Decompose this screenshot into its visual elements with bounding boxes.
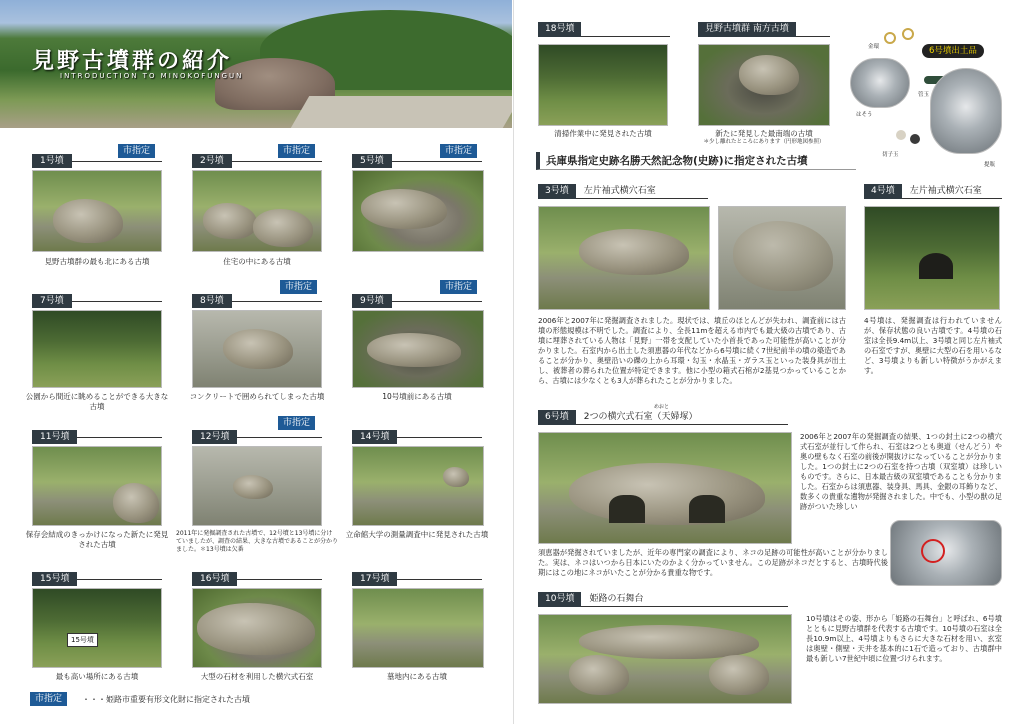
caption-mound-17: 墓地内にある古墳 — [387, 672, 447, 681]
photo-mound-10 — [538, 614, 792, 704]
mound-15-signpost: 15号墳 — [67, 633, 98, 647]
mound-6-chamber-left — [609, 495, 645, 523]
gold-ring-icon — [884, 32, 896, 44]
label-hasou: はそう — [856, 112, 873, 118]
photo-teihei-flask — [930, 68, 1002, 154]
photo-mound-8 — [192, 310, 322, 388]
mound-label-6: 6号墳 2つの横穴式石室（天婦塚） — [538, 410, 788, 425]
gold-ring-icon — [902, 28, 914, 40]
photo-hasou-vessel — [850, 58, 910, 108]
caption-mound-12: 2011年に発掘調査された古墳で、12号墳と13号墳に分けていましたが、調査の結果、大きな古墳であることが分かりました。＊13号墳は欠番 — [176, 530, 339, 553]
artifacts-title: 6号墳出土品 — [922, 44, 984, 58]
photo-mound-2 — [192, 170, 322, 252]
caption-mound-7: 公園から間近に眺めることができる大きな古墳 — [25, 392, 169, 411]
photo-mound-1 — [32, 170, 162, 252]
label-kirikodama: 切子玉 — [882, 152, 899, 158]
photo-mound-4 — [864, 206, 1000, 310]
caption-mound-15: 最も高い場所にある古墳 — [55, 672, 139, 681]
legend-text: ・・・姫路市重要有形文化財に指定された古墳 — [82, 695, 250, 704]
mound-6-chamber-right — [689, 495, 725, 523]
mound-label-11: 11号墳 — [32, 424, 162, 438]
mound-4-chamber-entrance — [919, 253, 953, 279]
designation-badge: 市指定 — [278, 144, 315, 158]
mound-label-17: 17号墳 — [352, 566, 482, 580]
photo-mound-17 — [352, 588, 484, 668]
mound-10-description: 10号墳はその姿、形から「姫路の石舞台」と呼ばれ、6号墳とともに見野古墳群を代表する古墳です。10号墳の石室は全長10.9m以上、4号墳よりもさらに大きな石材を用い、玄室は奥壁・側壁・天井を基本的に1石で造っており、古墳群中最も新しい7世紀中頃に位置づけられます。 — [806, 614, 1002, 663]
photo-mound-7 — [32, 310, 162, 388]
photo-mound-5 — [352, 170, 484, 252]
hero-banner — [0, 0, 512, 128]
photo-mound-16 — [192, 588, 322, 668]
mound-6-description: 2006年と2007年の発掘調査の結果、1つの封土に2つの横穴式石室が並行して作られ、石室は2つとも奥道（せんどう）や奥の壁もなく石室の前後が開抜けになっていることが分かりました。1つの封土に2つの石室を持つ古墳（双室墳）は珍しいものです。さらに、日本最古級の双室墳であることも分かりました。石室からは須恵器、装身具、馬具、金銀の耳飾りなど、数多くの貴重な遺物が発掘されました。中でも、小型の獣の足跡がついた珍しい — [800, 432, 1002, 511]
photo-south-mound — [698, 44, 830, 126]
legend-badge: 市指定 — [30, 692, 67, 706]
photo-mound-3-excavation — [718, 206, 846, 310]
note-south-mound: ＊少し離れたところにあります（円形地図参照） — [703, 139, 825, 145]
designation-badge: 市指定 — [278, 416, 315, 430]
caption-mound-1: 見野古墳群の最も北にある古墳 — [44, 257, 150, 266]
photo-cat-pawprint-pottery — [890, 520, 1002, 586]
designation-badge: 市指定 — [280, 280, 317, 294]
designation-badge: 市指定 — [118, 144, 155, 158]
page-subtitle: INTRODUCTION TO MINOKOFUNGUN — [60, 72, 244, 80]
photo-mound-9 — [352, 310, 484, 388]
mound-3-description: 2006年と2007年に発掘調査されました。現状では、墳丘のほとんどが失われ、調査前には古墳の形態規模は不明でした。調査により、全長11mを超える市内でも最大級の古墳であり、古墳に埋葬されている人物は「見野」一帯を支配していた小首長であった可能性が高いことが分かりました。石室内から出土した須恵器の年代などから6号墳に続く7世紀前半の墳の築造であることが分かり、奥壁沿いの礫の上から耳環・勾玉・水晶玉・ガラス玉といった装身具が出土し、被葬者の葬られた位置が特定できます。他に小型の箱式石棺が2基見つかっていることから、古墳には少なくとも3人が葬られたことが分かりました。 — [538, 316, 846, 385]
caption-mound-18: 清掃作業中に発見された古墳 — [554, 129, 652, 138]
mound-4-description: 4号墳は、発掘調査は行われていませんが、保存状態の良い古墳です。4号墳の石室は全長9.4m以上、3号墳と同じ左片袖式の石室ですが、奥壁に大型の石を用いるなど、3号墳よりも新しい特徴がうかがえます。 — [864, 316, 1003, 375]
mound-label-5: 5号墳 — [352, 148, 482, 162]
kirikodama-bead-icon — [896, 130, 906, 140]
mound-label-15: 15号墳 — [32, 566, 162, 580]
photo-mound-12 — [192, 446, 322, 526]
kirikodama-bead-icon — [910, 134, 920, 144]
photo-mound-14 — [352, 446, 484, 526]
caption-mound-14: 立命館大学の測量調査中に発見された古墳 — [345, 530, 489, 539]
mound-label-8: 8号墳 — [192, 288, 322, 302]
mound-label-9: 9号墳 — [352, 288, 482, 302]
mound-label-16: 16号墳 — [192, 566, 322, 580]
mound-label-7: 7号墳 — [32, 288, 162, 302]
mound-label-14: 14号墳 — [352, 424, 482, 438]
mound-label-4: 4号墳 左片袖式横穴石室 — [864, 184, 1002, 199]
mound-label-3: 3号墳 左片袖式横穴石室 — [538, 184, 708, 199]
mound-label-18: 18号墳 — [538, 22, 670, 37]
mound-label-12: 12号墳 — [192, 424, 322, 438]
ruby-meoto: めおと — [654, 404, 670, 410]
photo-mound-11 — [32, 446, 162, 526]
section-heading: 兵庫県指定史跡名勝天然記念物(史跡)に指定された古墳 — [536, 152, 856, 170]
mound-label-2: 2号墳 — [192, 148, 322, 162]
designation-badge: 市指定 — [440, 144, 477, 158]
hero-path — [291, 96, 512, 128]
pawprint-highlight-circle — [921, 539, 945, 563]
caption-mound-2: 住宅の中にある古墳 — [223, 257, 291, 266]
mound-label-1: 1号墳 — [32, 148, 162, 162]
label-teihei: 提瓶 — [984, 162, 996, 168]
photo-mound-15 — [32, 588, 162, 668]
caption-mound-16: 大型の石材を利用した横穴式石室 — [200, 672, 314, 681]
caption-south-mound: 新たに発見した最南端の古墳 — [715, 129, 813, 138]
caption-mound-11: 保存会結成のきっかけになった新たに発見された古墳 — [25, 530, 169, 549]
photo-mound-18 — [538, 44, 668, 126]
page-title: 見野古墳群の紹介 — [32, 49, 233, 74]
mound-6-description-continued: 須恵器が発掘されていましたが、近年の専門家の調査により、ネコの足跡の可能性が高いことが分かりました。実は、ネコはいつから日本にいたのかよく分かっていません。この足跡がネコだとすると、古墳時代後期にはこの地にネコがいたことが分かる貴重な物です。 — [538, 548, 888, 577]
photo-mound-6 — [538, 432, 792, 544]
caption-mound-8: コンクリートで囲められてしまった古墳 — [189, 392, 325, 401]
photo-mound-3-exterior — [538, 206, 710, 310]
south-mound-label: 見野古墳群 南方古墳 — [698, 22, 830, 37]
label-kudatama: 管玉 — [918, 92, 930, 98]
label-gold-ring: 金環 — [868, 44, 880, 50]
page-divider — [513, 0, 514, 724]
caption-mound-9: 10号墳前にある古墳 — [382, 392, 452, 401]
designation-badge: 市指定 — [440, 280, 477, 294]
mound-label-10: 10号墳 姫路の石舞台 — [538, 592, 788, 607]
